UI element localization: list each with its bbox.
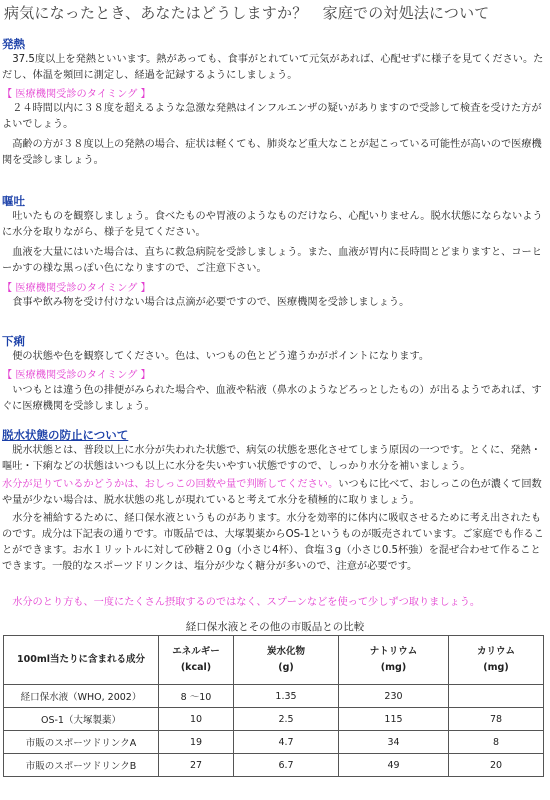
table-cell: 10 xyxy=(159,708,234,731)
table-cell: 市販のスポーツドリンクB xyxy=(4,754,159,777)
table-row xyxy=(4,708,544,731)
table-row xyxy=(4,685,544,708)
dehydration-paragraph-1: 脱水状態とは、普段以上に水分が失われた状態で、病気の状態を悪化させてしまう原因の一つです。とくに、発熱・嘔吐・下痢などの状態はいつも以上に水分を失いやすい状態ですので、しっかり水分を補いましょう。 xyxy=(2,445,541,472)
fever-paragraph-2: ２４時間以内に３８度を超えるような急激な発熱はインフルエンザの疑いがありますので受診して検査を受けた方がよいでしょう。 xyxy=(2,103,542,130)
table-cell: OS-1（大塚製薬） xyxy=(4,708,159,731)
table-row xyxy=(4,731,544,754)
dehydration-paragraph-3: 水分を補給するために、経口保水液というものがあります。水分を効率的に体内に吸収させるために考え出されたものです。成分は下記表の通りです。市販品では、大塚製薬からOS-1というものが販売されています。ご家庭でも作ることができます。お水１リットルに対して砂糖２０g（小さじ4杯）、食塩３g（小さじ0.5杯強）を混ぜ合わせて作ることできます。一般的なスポーツドリンクは、塩分が少なく糖分が多いので、注意が必要です。 xyxy=(2,513,544,572)
table-header-row xyxy=(4,636,544,685)
diarrhea-paragraph-2: いつもとは違う色の排便がみられた場合や、血液や粘液（鼻水のようなどろっとしたもの）が出るようであれば、すぐに医療機関を受診しましょう。 xyxy=(2,385,542,412)
header-potassium xyxy=(449,636,544,685)
table-row xyxy=(4,754,544,777)
header-unit: (kcal) xyxy=(180,662,212,673)
diarrhea-timing-label: 【 医療機関受診のタイミング 】 xyxy=(2,370,151,381)
table-cell: 8 xyxy=(449,731,544,754)
table-cell: 19 xyxy=(159,731,234,754)
header-label: ナトリウム xyxy=(369,646,418,657)
vomit-paragraph-1: 吐いたものを観察しましょう。食べたものや胃液のようなものだけなら、心配いりません。脱水状態にならないように水分を取りながら、様子を見てください。 xyxy=(2,211,543,238)
header-label: エネルギー xyxy=(172,646,220,657)
header-label: 炭水化物 xyxy=(266,646,305,657)
section-heading-vomit: 嘔吐 xyxy=(2,194,25,208)
table-cell: 115 xyxy=(339,708,449,731)
header-label: 100ml当たりに含まれる成分 xyxy=(17,654,145,665)
table-cell: 2.5 xyxy=(234,708,339,731)
vomit-paragraph-3: 食事や飲み物を受け付けない場合は点滴が必要ですので、医療機関を受診しましょう。 xyxy=(12,297,410,308)
table-cell: 20 xyxy=(449,754,544,777)
table-cell: 市販のスポーツドリンクA xyxy=(4,731,159,754)
table-cell: 4.7 xyxy=(234,731,339,754)
header-component xyxy=(4,636,159,685)
table-cell: 8 ～10 xyxy=(159,685,234,708)
fever-timing-label: 【 医療機関受診のタイミング 】 xyxy=(2,89,151,100)
table-caption: 経口保水液とその他の市販品との比較 xyxy=(185,621,365,633)
table-cell xyxy=(449,685,544,708)
fever-paragraph-1: 37.5度以上を発熱といいます。熱があっても、食事がとれていて元気があれば、心配せずに様子を見てください。ただし、体温を頻回に測定し、経過を記録するようにしましょう。 xyxy=(2,54,544,81)
table-cell: 1.35 xyxy=(234,685,339,708)
fever-paragraph-3: 高齢の方が３８度以上の発熱の場合、症状は軽くても、肺炎など重大なことが起こっている可能性が高いので医療機関を受診しましょう。 xyxy=(2,139,542,166)
table-cell: 78 xyxy=(449,708,544,731)
header-sodium xyxy=(339,636,449,685)
section-heading-fever: 発熱 xyxy=(2,37,25,51)
vomit-timing-label: 【 医療機関受診のタイミング 】 xyxy=(2,283,151,294)
header-energy xyxy=(159,636,234,685)
page-title: 病気になったとき、あなたはどうしますか？ 家庭での対処法について xyxy=(4,4,490,22)
table-cell: 230 xyxy=(339,685,449,708)
comparison-table xyxy=(3,635,544,777)
urine-rest-text: いつもに比べて、おしっこの色が濃くて回数や量が少ない場合は、脱水状態の兆しが現れていると考えて水分を積極的に取りましょう。 xyxy=(2,479,542,506)
header-unit: (g) xyxy=(278,662,294,673)
table-cell: 経口保水液（WHO, 2002） xyxy=(4,685,159,708)
table-cell: 27 xyxy=(159,754,234,777)
header-unit: (mg) xyxy=(380,662,407,673)
header-label: カリウム xyxy=(477,646,515,657)
dehydration-paragraph-4: 水分のとり方も、一度にたくさん摂取するのではなく、スプーンなどを使って少しずつ取りましょう。 xyxy=(12,597,481,608)
section-heading-dehydration: 脱水状態の防止について xyxy=(2,428,129,442)
table-cell: 6.7 xyxy=(234,754,339,777)
header-carbohydrate xyxy=(234,636,339,685)
table-cell: 49 xyxy=(339,754,449,777)
urine-highlight-text: 水分が足りているかどうかは、おしっこの回数や量で判断してください。 xyxy=(2,479,339,490)
dehydration-paragraph-2 xyxy=(2,477,547,509)
vomit-paragraph-2: 血液を大量にはいた場合は、直ちに救急病院を受診しましょう。また、血液が胃内に長時間とどまりますと、コーヒーかすの様な黒っぽい色になりますので、ご注意下さい。 xyxy=(2,247,542,274)
diarrhea-paragraph-1: 便の状態や色を観察してください。色は、いつもの色とどう違うかがポイントになります。 xyxy=(12,351,430,362)
table-cell: 34 xyxy=(339,731,449,754)
section-heading-diarrhea: 下痢 xyxy=(2,334,25,348)
header-unit: (mg) xyxy=(483,662,509,673)
